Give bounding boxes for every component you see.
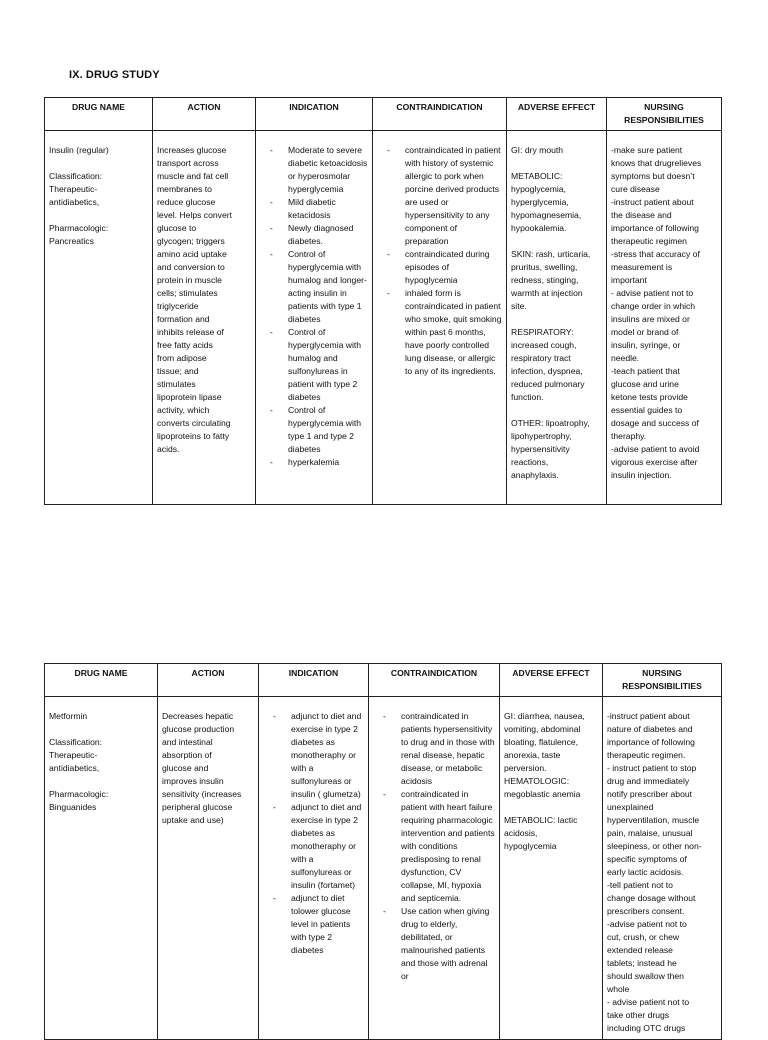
- action-line: lipoproteins to fatty: [157, 431, 230, 441]
- nursing-line: drug and immediately: [607, 776, 690, 786]
- indication-list: [263, 710, 364, 957]
- indication-item: - Mild diabetic ketacidosis: [260, 196, 368, 222]
- nursing-cell: [603, 697, 722, 1040]
- adverse-line: HEMATOLOGIC:: [504, 776, 570, 786]
- drug-name: Metformin: [49, 711, 88, 721]
- action-line: stimulates: [157, 379, 196, 389]
- nursing-line: change order in which: [611, 301, 696, 311]
- action-line: absorption of: [162, 750, 212, 760]
- action-line: uptake and use): [162, 815, 224, 825]
- nursing-line: ketone tests provide: [611, 392, 688, 402]
- drug-name-cell: [45, 697, 158, 1040]
- pharmacologic-value: Pancreatics: [49, 236, 94, 246]
- header-action: ACTION: [153, 98, 256, 131]
- action-line: and conversion to: [157, 262, 225, 272]
- adverse-line: hypomagnesemia,: [511, 210, 582, 220]
- nursing-line: cure disease: [611, 184, 660, 194]
- contraindication-list: [373, 710, 495, 983]
- action-cell: [153, 131, 256, 505]
- drug-table-insulin: [44, 97, 722, 505]
- adverse-line: hyperglycemia,: [511, 197, 569, 207]
- drug-name-cell: [45, 131, 153, 505]
- nursing-line: the disease and: [611, 210, 672, 220]
- nursing-line: insulin injection.: [611, 470, 672, 480]
- adverse-line: anaphylaxis.: [511, 470, 559, 480]
- nursing-line: therapeutic regimen: [611, 236, 687, 246]
- nursing-line: -tell patient not to: [607, 880, 673, 890]
- classification-label: Classification:: [49, 171, 103, 181]
- action-line: glucose and: [162, 763, 209, 773]
- nursing-line: model or brand of: [611, 327, 679, 337]
- nursing-line: insulins are mixed or: [611, 314, 690, 324]
- nursing-line: - instruct patient to stop: [607, 763, 697, 773]
- classification-value: Therapeutic-: [49, 184, 98, 194]
- indication-item: - Control of hyperglycemia with humalog and sulfonylureas in patient with type 2 diabetes: [260, 326, 368, 404]
- adverse-line: RESPIRATORY:: [511, 327, 574, 337]
- nursing-line: knows that drugrelieves: [611, 158, 702, 168]
- nursing-line: including OTC drugs: [607, 1023, 686, 1033]
- contraindication-item: - inhaled form is contraindicated in patient who smoke, quit smoking within past 6 months, have poorly controlled lung disease, or allergic to any of its ingredients.: [377, 287, 502, 378]
- action-line: and intestinal: [162, 737, 213, 747]
- nursing-line: tablets; instead he: [607, 958, 677, 968]
- header-action: ACTION: [158, 664, 259, 697]
- action-line: reduce glucose: [157, 197, 216, 207]
- contraindication-item: - contraindicated in patient with history of systemic allergic to pork when porcine derived products are used or hypersensitivity to any component of preparation: [377, 144, 502, 248]
- nursing-line: -teach patient that: [611, 366, 680, 376]
- indication-item: - hyperkalemia: [260, 456, 368, 469]
- adverse-line: bloating, flatulence,: [504, 737, 579, 747]
- action-line: free fatty acids: [157, 340, 213, 350]
- nursing-line: unexplained: [607, 802, 654, 812]
- indication-item: - Moderate to severe diabetic ketoacidosis or hyperosmolar hyperglycemia: [260, 144, 368, 196]
- action-line: glucose to: [157, 223, 197, 233]
- classification-value: antidiabetics,: [49, 197, 100, 207]
- action-line: activity, which: [157, 405, 210, 415]
- header-nursing-responsibilities: NURSING RESPONSIBILITIES: [607, 98, 722, 131]
- nursing-line: insulin, syringe, or: [611, 340, 681, 350]
- adverse-line: vomiting, abdominal: [504, 724, 581, 734]
- action-line: sensitivity (increases: [162, 789, 242, 799]
- action-cell: [158, 697, 259, 1040]
- nursing-line: sleepiness, or other non-: [607, 841, 702, 851]
- pharmacologic-label: Pharmacologic:: [49, 223, 109, 233]
- nursing-line: hyperventilation, muscle: [607, 815, 700, 825]
- table-header-row: [45, 98, 722, 131]
- action-line: lipoprotein lipase: [157, 392, 222, 402]
- contraindication-item: - contraindicated during episodes of hypoglycemia: [377, 248, 502, 287]
- nursing-line: pain, malaise, unusual: [607, 828, 693, 838]
- nursing-line: -advise patient not to: [607, 919, 687, 929]
- header-indication: INDICATION: [259, 664, 369, 697]
- adverse-line: site.: [511, 301, 527, 311]
- adverse-line: anorexia, taste: [504, 750, 561, 760]
- header-drug-name: DRUG NAME: [45, 664, 158, 697]
- adverse-line: megoblastic anemia: [504, 789, 581, 799]
- section-title: IX. DRUG STUDY: [69, 69, 160, 81]
- nursing-line: theraphy.: [611, 431, 647, 441]
- nursing-line: notify prescriber about: [607, 789, 693, 799]
- action-line: peripheral glucose: [162, 802, 233, 812]
- pharmacologic-label: Pharmacologic:: [49, 789, 109, 799]
- nursing-line: glucose and urine: [611, 379, 679, 389]
- nursing-line: specific symptoms of: [607, 854, 687, 864]
- indication-item: - adjunct to diet and exercise in type 2 diabetes as monotheraphy or with a sulfonylureas or insulin (fortamet): [263, 801, 364, 892]
- header-indication: INDICATION: [256, 98, 373, 131]
- indication-list: [260, 144, 368, 469]
- adverse-line: lipohypertrophy,: [511, 431, 572, 441]
- action-line: acids.: [157, 444, 180, 454]
- adverse-line: hypookalemia.: [511, 223, 567, 233]
- header-adverse-effect: ADVERSE EFFECT: [507, 98, 607, 131]
- action-line: formation and: [157, 314, 210, 324]
- header-adverse-effect: ADVERSE EFFECT: [500, 664, 603, 697]
- indication-item: - adjunct to diet and exercise in type 2 diabetes as monotheraphy or with a sulfonylureas or insulin ( glumetza): [263, 710, 364, 801]
- nursing-line: change dosage without: [607, 893, 696, 903]
- indication-cell: [256, 131, 373, 505]
- adverse-line: hypoglycemia,: [511, 184, 566, 194]
- adverse-line: reduced pulmonary: [511, 379, 585, 389]
- action-line: converts circulating: [157, 418, 231, 428]
- nursing-line: important: [611, 275, 647, 285]
- header-nursing-responsibilities: NURSING RESPONSIBILITIES: [603, 664, 722, 697]
- contraindication-cell: [373, 131, 507, 505]
- nursing-line: importance of following: [611, 223, 699, 233]
- adverse-line: GI: diarrhea, nausea,: [504, 711, 585, 721]
- adverse-line: reactions,: [511, 457, 549, 467]
- nursing-line: -make sure patient: [611, 145, 683, 155]
- adverse-line: warmth at injection: [511, 288, 583, 298]
- nursing-line: -instruct patient about: [611, 197, 694, 207]
- adverse-line: hypoglycemia: [504, 841, 557, 851]
- indication-item: - Control of hyperglycemia with type 1 and type 2 diabetes: [260, 404, 368, 456]
- adverse-line: OTHER: lipoatrophy,: [511, 418, 590, 428]
- table-header-row: [45, 664, 722, 697]
- nursing-line: symptoms but doesn’t: [611, 171, 695, 181]
- nursing-cell: [607, 131, 722, 505]
- adverse-line: pruritus, swelling,: [511, 262, 578, 272]
- action-line: transport across: [157, 158, 219, 168]
- nursing-line: measurement is: [611, 262, 673, 272]
- action-line: membranes to: [157, 184, 212, 194]
- adverse-line: SKIN: rash, urticaria,: [511, 249, 591, 259]
- nursing-line: cut, crush, or chew: [607, 932, 680, 942]
- action-line: inhibits release of: [157, 327, 224, 337]
- nursing-line: should swallow then: [607, 971, 684, 981]
- nursing-line: -advise patient to avoid: [611, 444, 700, 454]
- adverse-line: infection, dyspnea,: [511, 366, 583, 376]
- nursing-line: early lactic acidosis.: [607, 867, 684, 877]
- nursing-line: prescribers consent.: [607, 906, 685, 916]
- nursing-line: dosage and success of: [611, 418, 699, 428]
- adverse-line: function.: [511, 392, 544, 402]
- header-contraindication: CONTRAINDICATION: [369, 664, 500, 697]
- nursing-line: whole: [607, 984, 630, 994]
- action-line: Increases glucose: [157, 145, 227, 155]
- action-line: glycogen; triggers: [157, 236, 225, 246]
- adverse-line: acidosis,: [504, 828, 538, 838]
- nursing-line: needle.: [611, 353, 640, 363]
- contraindication-cell: [369, 697, 500, 1040]
- nursing-line: - advise patient not to: [607, 997, 690, 1007]
- table-row: [45, 697, 722, 1040]
- nursing-line: take other drugs: [607, 1010, 670, 1020]
- classification-label: Classification:: [49, 737, 103, 747]
- classification-value: Therapeutic-: [49, 750, 98, 760]
- classification-value: antidiabetics,: [49, 763, 100, 773]
- action-line: amino acid uptake: [157, 249, 227, 259]
- action-line: level. Helps convert: [157, 210, 232, 220]
- contraindication-item: - contraindicated in patient with heart failure requiring pharmacologic intervention and patients with conditions predisposing to renal dysfunction, CV collapse, MI, hypoxia and septicemia.: [373, 788, 495, 905]
- action-line: Decreases hepatic: [162, 711, 234, 721]
- drug-table-metformin: [44, 663, 722, 1040]
- nursing-line: therapeutic regimen.: [607, 750, 686, 760]
- action-line: improves insulin: [162, 776, 224, 786]
- action-line: triglyceride: [157, 301, 199, 311]
- nursing-line: -instruct patient about: [607, 711, 690, 721]
- contraindication-list: [377, 144, 502, 378]
- action-line: cells; stimulates: [157, 288, 218, 298]
- adverse-line: hypersensitivity: [511, 444, 570, 454]
- adverse-line: METABOLIC: lactic: [504, 815, 578, 825]
- adverse-effect-cell: [500, 697, 603, 1040]
- nursing-line: vigorous exercise after: [611, 457, 698, 467]
- nursing-line: - advise patient not to: [611, 288, 694, 298]
- table-row: [45, 131, 722, 505]
- adverse-line: GI: dry mouth: [511, 145, 564, 155]
- action-line: glucose production: [162, 724, 235, 734]
- nursing-line: nature of diabetes and: [607, 724, 693, 734]
- indication-item: - Newly diagnosed diabetes.: [260, 222, 368, 248]
- nursing-line: extended release: [607, 945, 673, 955]
- adverse-line: increased cough,: [511, 340, 577, 350]
- action-line: protein in muscle: [157, 275, 222, 285]
- nursing-line: importance of following: [607, 737, 695, 747]
- nursing-line: essential guides to: [611, 405, 683, 415]
- action-line: tissue; and: [157, 366, 199, 376]
- nursing-line: -stress that accuracy of: [611, 249, 700, 259]
- action-line: muscle and fat cell: [157, 171, 229, 181]
- header-drug-name: DRUG NAME: [45, 98, 153, 131]
- adverse-line: respiratory tract: [511, 353, 571, 363]
- action-line: from adipose: [157, 353, 207, 363]
- adverse-line: METABOLIC:: [511, 171, 563, 181]
- indication-cell: [259, 697, 369, 1040]
- contraindication-item: - contraindicated in patients hypersensitivity to drug and in those with renal disease, hepatic disease, or metabolic acidosis: [373, 710, 495, 788]
- contraindication-item: - Use cation when giving drug to elderly, debilitated, or malnourished patients and those with adrenal or: [373, 905, 495, 983]
- pharmacologic-value: Binguanides: [49, 802, 97, 812]
- indication-item: - adjunct to diet tolower glucose level in patients with type 2 diabetes: [263, 892, 364, 957]
- adverse-line: redness, stinging,: [511, 275, 579, 285]
- drug-name: Insulin (regular): [49, 145, 109, 155]
- header-contraindication: CONTRAINDICATION: [373, 98, 507, 131]
- adverse-effect-cell: [507, 131, 607, 505]
- indication-item: - Control of hyperglycemia with humalog and longer-acting insulin in patients with type 1 diabetes: [260, 248, 368, 326]
- adverse-line: perversion.: [504, 763, 547, 773]
